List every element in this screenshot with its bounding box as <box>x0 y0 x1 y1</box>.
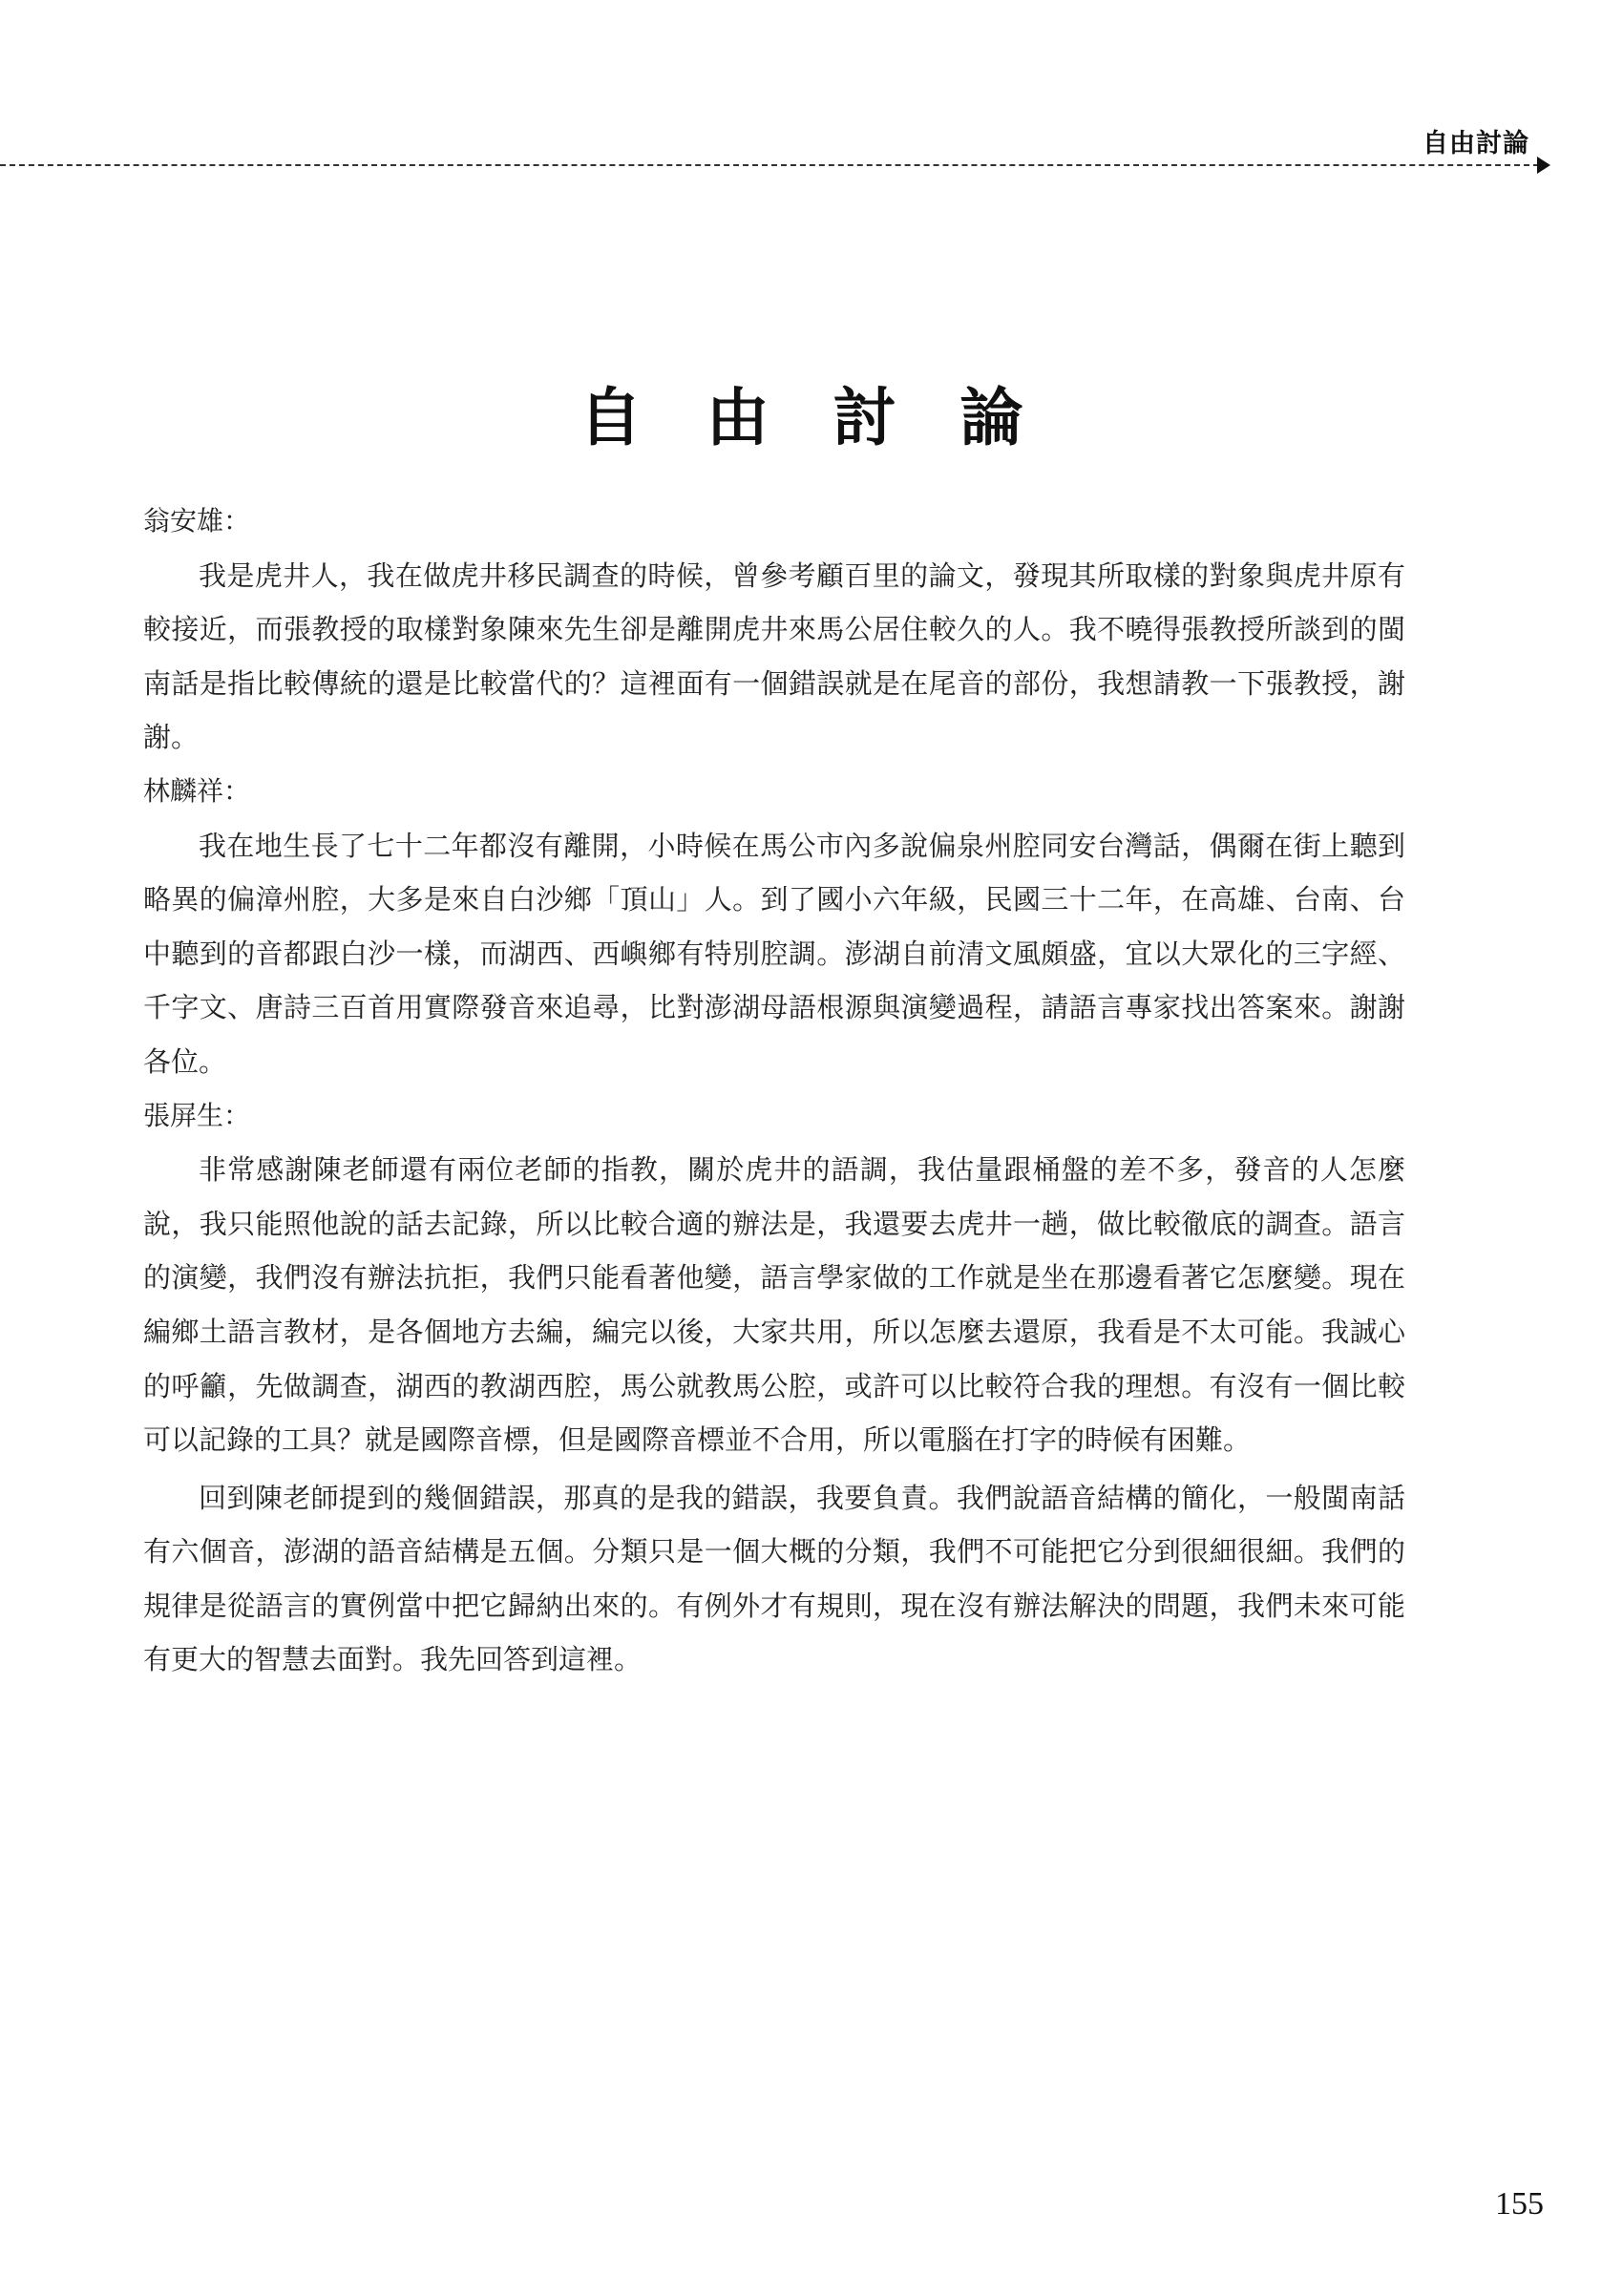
speech-paragraph: 非常感謝陳老師還有兩位老師的指教，關於虎井的語調，我估量跟桶盤的差不多，發音的人怎麼說，我只能照他說的話去記錄，所以比較合適的辦法是，我還要去虎井一趟，做比較徹底的調查。語言的演變，我們沒有辦法抗拒，我們只能看著他變，語言學家做的工作就是坐在那邊看著它怎麼變。現在編鄉土語言教材，是各個地方去編，編完以後，大家共用，所以怎麼去還原，我看是不太可能。我誠心的呼籲，先做調查，湖西的教湖西腔，馬公就教馬公腔，或許可以比較符合我的理想。有沒有一個比較可以記錄的工具？就是國際音標，但是國際音標並不合用，所以電腦在打字的時候有困難。 <box>143 1153 1405 1457</box>
header-dashed-rule <box>0 164 1539 166</box>
speech-paragraph: 我在地生長了七十二年都沒有離開，小時候在馬公市內多說偏泉州腔同安台灣話，偶爾在街上聽到略異的偏漳州腔，大多是來自白沙鄉「頂山」人。到了國小六年級，民國三十二年，在高雄、台南、台中聽到的音都跟白沙一樣，而湖西、西嶼鄉有特別腔調。澎湖自前清文風頗盛，宜以大眾化的三字經、千字文、唐詩三百首用實際發音來追尋，比對澎湖母語根源與演變過程，請語言專家找出答案來。謝謝各位。 <box>143 829 1405 1078</box>
discussion-section <box>143 765 1405 1089</box>
speech-paragraph: 回到陳老師提到的幾個錯誤，那真的是我的錯誤，我要負責。我們說語音結構的簡化，一般閩南話有六個音，澎湖的語音結構是五個。分類只是一個大概的分類，我們不可能把它分到很細很細。我們的規律是從語言的實例當中把它歸納出來的。有例外才有規則，現在沒有辦法解決的問題，我們未來可能有更大的智慧去面對。我先回答到這裡。 <box>143 1481 1405 1676</box>
page-number: 155 <box>1495 2186 1544 2222</box>
discussion-section <box>143 1089 1405 1688</box>
running-header-title: 自由討論 <box>1423 129 1529 158</box>
discussion-body <box>143 495 1405 1687</box>
speaker-name: 張屏生： <box>143 1099 251 1131</box>
page-title: 自 由 討 論 <box>579 380 1044 455</box>
arrow-right-icon <box>1537 157 1550 174</box>
speaker-name: 林麟祥： <box>143 774 251 807</box>
speech-paragraph: 我是虎井人，我在做虎井移民調查的時候，曾參考顧百里的論文，發現其所取樣的對象與虎井原有較接近，而張教授的取樣對象陳來先生卻是離開虎井來馬公居住較久的人。我不曉得張教授所談到的閩南話是指比較傳統的還是比較當代的？這裡面有一個錯誤就是在尾音的部份，我想請教一下張教授，謝謝。 <box>143 558 1405 754</box>
discussion-section <box>143 495 1405 765</box>
speaker-name: 翁安雄： <box>143 505 251 537</box>
